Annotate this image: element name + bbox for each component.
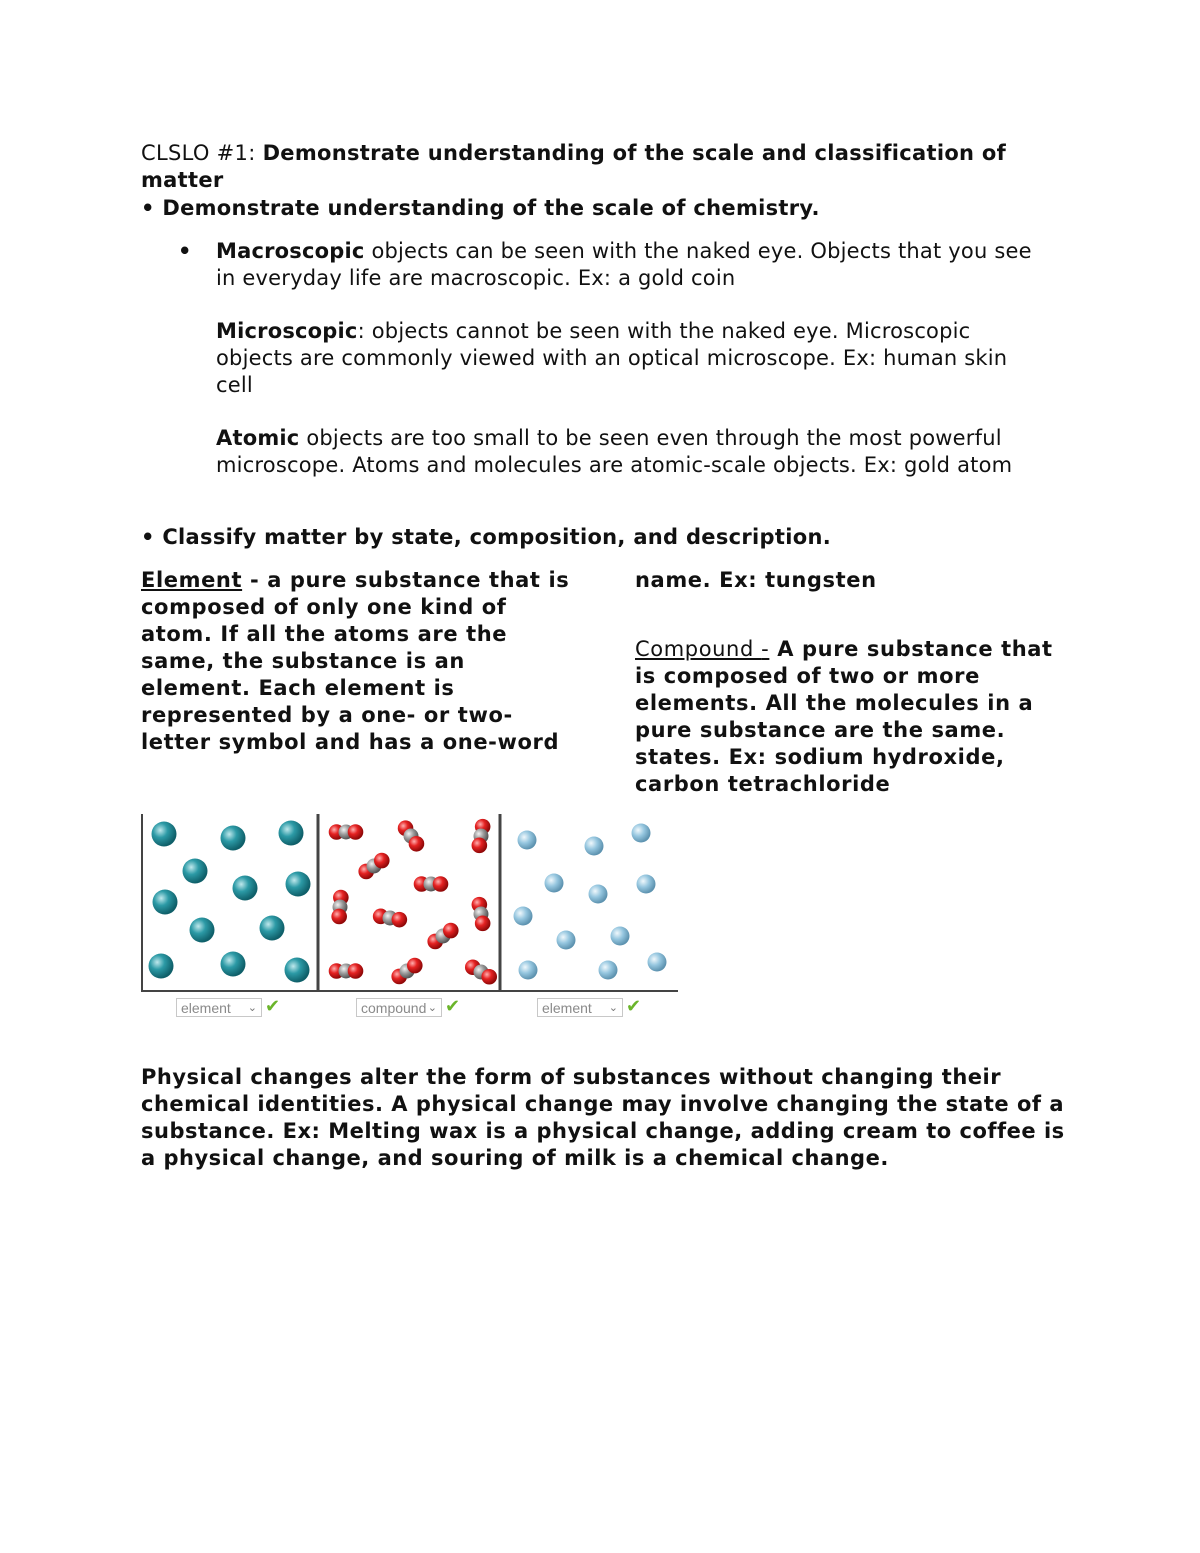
element-atom [611,927,630,946]
chevron-down-icon: ⌄ [427,1002,437,1014]
element-atom [519,961,538,980]
scale-bullet: • Demonstrate understanding of the scale of chemistry. [141,196,820,220]
element-atom [585,837,604,856]
desc-macroscopic: objects can be seen with the naked eye. Objects that you see in everyday life are macroscopic. Ex: a gold coin [216,239,1032,290]
oxygen-atom [443,923,459,939]
panel-1-select[interactable] [176,998,262,1017]
check-icon: ✔ [265,996,281,1017]
element-atom [190,918,215,943]
particle-diagram [141,814,678,994]
element-atom [279,821,304,846]
oxygen-atom [472,838,488,854]
element-atom [153,890,178,915]
oxygen-atom [407,958,423,974]
element-atom [260,916,285,941]
panel-1-select-value: element [181,1000,231,1016]
panel-3-select[interactable] [537,998,623,1017]
particle-figure [141,814,678,994]
chevron-down-icon: ⌄ [608,1002,618,1014]
compound-definition [635,636,1075,798]
element-atom [286,872,311,897]
element-atom [149,954,174,979]
element-atom [183,859,208,884]
element-atom [221,826,246,851]
element-atom [589,885,608,904]
panel-2-select[interactable] [356,998,442,1017]
physical-changes-paragraph: Physical changes alter the form of substances without changing their chemical identities. A physical change may involve changing the state of a substance. Ex: Melting wax is a physical change, adding cream to coffee is a physical change, and souring of milk is a chemical change. [141,1065,1065,1170]
oxygen-atom [409,836,425,852]
element-text: - a pure substance that is composed of only one kind of atom. If all the atoms are the same, the substance is an element. Each element is represented by a one- or two-letter symbol and has a one-word [141,568,570,754]
element-atom [152,822,177,847]
oxygen-atom [374,853,390,869]
element-atom [545,874,564,893]
title-prefix: CLSLO #1: [141,141,263,165]
check-icon: ✔ [626,996,642,1017]
element-atom [632,824,651,843]
term-element: Element [141,568,243,592]
oxygen-atom [348,963,364,979]
scale-item-atomic [178,425,1048,479]
compound-text: A pure substance that is composed of two or more elements. All the molecules in a pure substance are the same. states. Ex: sodium hydroxide, carbon tetrachloride [635,637,1053,796]
classify-bullet: • Classify matter by state, composition, and description. [141,525,831,549]
scale-item-microscopic [178,318,1048,399]
page-title [141,140,1061,194]
element-definition-continued: name. Ex: tungsten [635,568,877,592]
oxygen-atom [392,912,408,928]
compound-dash: - [761,637,770,661]
oxygen-atom [481,969,497,985]
element-atom [233,876,258,901]
oxygen-atom [331,909,347,925]
term-macroscopic: Macroscopic [216,239,365,263]
element-atom [648,953,667,972]
element-atom [599,961,618,980]
element-atom [518,831,537,850]
oxygen-atom [433,876,449,892]
oxygen-atom [348,824,364,840]
element-atom [221,952,246,977]
element-definition [141,567,581,756]
element-atom [285,958,310,983]
desc-atomic: objects are too small to be seen even through the most powerful microscope. Atoms and molecules are atomic-scale objects. Ex: gold atom [216,426,1013,477]
element-atom [637,875,656,894]
title-text: Demonstrate understanding of the scale and classification of matter [141,141,1007,192]
desc-microscopic: : objects cannot be seen with the naked eye. Microscopic objects are commonly viewed with an optical microscope. Ex: human skin cell [216,319,1008,397]
scale-list [178,238,1048,505]
term-compound: Compound [635,637,762,661]
element-atom [557,931,576,950]
bullet-dot: • [178,239,192,263]
term-microscopic: Microscopic [216,319,358,343]
chevron-down-icon: ⌄ [247,1002,257,1014]
oxygen-atom [475,916,491,932]
check-icon: ✔ [445,996,461,1017]
element-atom [514,907,533,926]
panel-2-select-value: compound [361,1000,427,1016]
scale-item-macroscopic [178,238,1048,292]
panel-3-select-value: element [542,1000,592,1016]
term-atomic: Atomic [216,426,300,450]
